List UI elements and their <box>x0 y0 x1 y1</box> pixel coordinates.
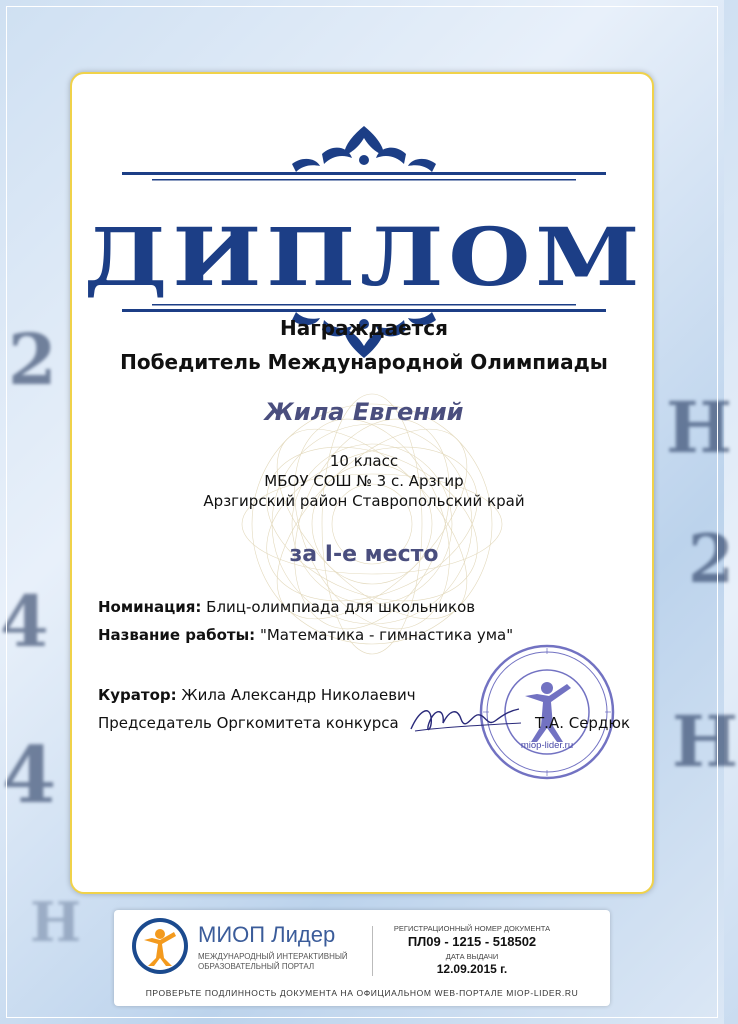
winner-name: Жила Евгений <box>264 398 464 426</box>
nomination-value: Блиц-олимпиада для школьников <box>206 598 476 616</box>
background-digit: 4 <box>0 580 49 663</box>
curator-label: Куратор: <box>98 686 177 704</box>
work-title-row <box>98 626 513 644</box>
background-digit: Н <box>672 700 738 783</box>
winner-school: МБОУ СОШ № 3 с. Арзгир <box>264 472 464 490</box>
brand-name: МИОП Лидер <box>198 922 336 947</box>
background-digit: 4 <box>2 730 57 821</box>
certificate-panel <box>70 72 654 894</box>
background-digit: 2 <box>688 520 734 598</box>
curator-value: Жила Александр Николаевич <box>181 686 416 704</box>
diploma-title: ДИПЛОМ <box>83 210 645 304</box>
background-digit: 2 <box>8 318 57 401</box>
awarded-label: Награждается <box>280 316 448 340</box>
winner-region: Арзгирский район Ставропольский край <box>203 492 525 510</box>
footer-divider <box>372 926 373 976</box>
nomination-label: Номинация: <box>98 598 202 616</box>
winner-grade: 10 класс <box>329 452 399 470</box>
footer <box>114 910 610 1006</box>
issue-date: 12.09.2015 г. <box>436 962 508 976</box>
reg-number: ПЛ09 - 1215 - 518502 <box>407 934 537 949</box>
award-place: за I-е место <box>289 542 439 567</box>
work-title-label: Название работы: <box>98 626 256 644</box>
issue-date-label: ДАТА ВЫДАЧИ <box>445 952 499 961</box>
nomination-row <box>98 598 475 616</box>
brand-subtitle: МЕЖДУНАРОДНЫЙ ИНТЕРАКТИВНЫЙ ОБРАЗОВАТЕЛЬНЫЙ ПОРТАЛ <box>198 952 348 971</box>
person-star-icon <box>130 916 190 976</box>
chair-label: Председатель Оргкомитета конкурса <box>98 714 399 732</box>
curator-row <box>98 686 416 704</box>
background-digit: Н <box>666 386 733 469</box>
work-title-value: "Математика - гимнастика ума" <box>259 626 514 644</box>
signature-icon <box>405 697 525 741</box>
stamp-url: miop-lider.ru <box>520 740 574 751</box>
chair-name: Т.А. Сердюк <box>535 714 631 732</box>
background-digit: Н <box>30 890 82 954</box>
reg-number-label: РЕГИСТРАЦИОННЫЙ НОМЕР ДОКУМЕНТА <box>393 924 551 933</box>
top-ornament-icon <box>112 124 616 184</box>
award-reason: Победитель Международной Олимпиады <box>120 350 608 374</box>
verify-link[interactable]: ПРОВЕРЬТЕ ПОДЛИННОСТЬ ДОКУМЕНТА НА ОФИЦИАЛЬНОМ WEB-ПОРТАЛЕ MIOP-LIDER.RU <box>145 988 579 998</box>
chair-row <box>98 714 399 732</box>
